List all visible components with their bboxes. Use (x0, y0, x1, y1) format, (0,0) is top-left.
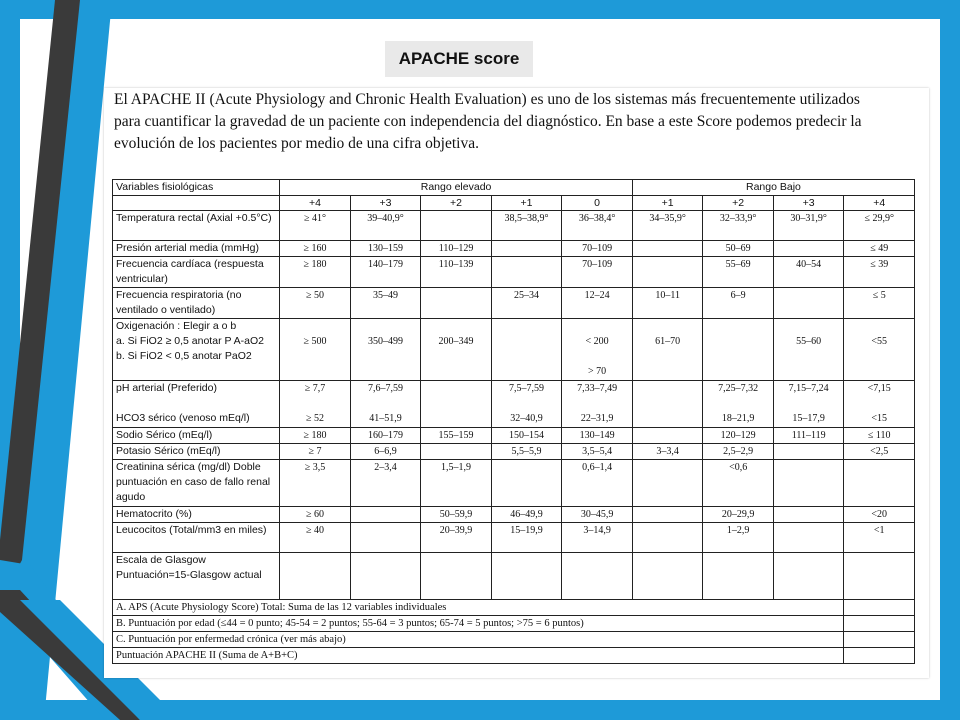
table-cell (773, 288, 844, 319)
table-cell (421, 444, 492, 460)
table-cell: ≥ 60 (280, 507, 351, 523)
table-row (113, 523, 915, 553)
table-cell: 32–33,9° (703, 211, 774, 241)
table-cell: 110–139 (421, 257, 492, 288)
table-body (113, 211, 915, 600)
table-cell: ≥ 7,7 ≥ 52 (280, 381, 351, 428)
row-label: Frecuencia respiratoria (no ventilado o ventilado) (113, 288, 280, 319)
table-cell: 38,5–38,9° (491, 211, 562, 241)
table-cell: ≥ 40 (280, 523, 351, 553)
table-cell: 70–109 (562, 241, 633, 257)
table-cell (491, 257, 562, 288)
table-cell (491, 553, 562, 600)
table-cell: 0,6–1,4 (562, 460, 633, 507)
table-cell (773, 507, 844, 523)
table-cell (421, 381, 492, 428)
table-cell: 7,15–7,24 15–17,9 (773, 381, 844, 428)
table-cell: 46–49,9 (491, 507, 562, 523)
table-header-points (113, 196, 915, 211)
table-cell: ≥ 7 (280, 444, 351, 460)
table-cell: <2,5 (844, 444, 915, 460)
table-cell: 34–35,9° (632, 211, 703, 241)
table-cell: 2–3,4 (350, 460, 421, 507)
header-point: +3 (773, 196, 844, 211)
table-cell: 7,6–7,59 41–51,9 (350, 381, 421, 428)
table-cell: 6–6,9 (350, 444, 421, 460)
header-point: +1 (632, 196, 703, 211)
table-cell: 40–54 (773, 257, 844, 288)
table-row (113, 211, 915, 241)
footer-score-cell (844, 600, 915, 616)
row-label: Sodio Sérico (mEq/l) (113, 428, 280, 444)
table-cell: 1–2,9 (703, 523, 774, 553)
table-cell: 140–179 (350, 257, 421, 288)
table-cell: ≥ 180 (280, 428, 351, 444)
table-cell (562, 553, 633, 600)
table-cell: 7,25–7,32 18–21,9 (703, 381, 774, 428)
table-cell (350, 553, 421, 600)
footer-row (113, 616, 915, 632)
row-label: Hematocrito (%) (113, 507, 280, 523)
table-cell (773, 523, 844, 553)
table-row (113, 257, 915, 288)
table-header-row-1 (113, 180, 915, 196)
table-cell (491, 241, 562, 257)
table-cell: <0,6 (703, 460, 774, 507)
row-label: Frecuencia cardíaca (respuesta ventricular) (113, 257, 280, 288)
table-cell: ≥ 160 (280, 241, 351, 257)
table-cell: 30–31,9° (773, 211, 844, 241)
table-cell (421, 288, 492, 319)
table-cell: 20–39,9 (421, 523, 492, 553)
table-cell: 120–129 (703, 428, 774, 444)
table-cell: ≤ 5 (844, 288, 915, 319)
row-label: Leucocitos (Total/mm3 en miles) (113, 523, 280, 553)
table-row (113, 553, 915, 600)
table-cell: 20–29,9 (703, 507, 774, 523)
footer-text: A. APS (Acute Physiology Score) Total: Suma de las 12 variables individuales (113, 600, 844, 616)
table-row (113, 460, 915, 507)
footer-text: Puntuación APACHE II (Suma de A+B+C) (113, 648, 844, 664)
table-row (113, 319, 915, 381)
table-cell: 6–9 (703, 288, 774, 319)
table-cell (632, 553, 703, 600)
table-cell (773, 460, 844, 507)
apache-table (112, 179, 915, 664)
table-row (113, 288, 915, 319)
table-cell (632, 241, 703, 257)
table-cell (773, 553, 844, 600)
table-cell (703, 319, 774, 381)
footer-score-cell (844, 616, 915, 632)
table-cell: 1,5–1,9 (421, 460, 492, 507)
table-cell (491, 319, 562, 381)
row-label: pH arterial (Preferido) HCO3 sérico (venoso mEq/l) (113, 381, 280, 428)
table-cell (491, 460, 562, 507)
table-cell: ≥ 180 (280, 257, 351, 288)
table-cell: <1 (844, 523, 915, 553)
footer-row (113, 648, 915, 664)
table-cell: 5,5–5,9 (491, 444, 562, 460)
table-cell (632, 523, 703, 553)
table-cell (632, 460, 703, 507)
row-label: Temperatura rectal (Axial +0.5°C) (113, 211, 280, 241)
table-cell: 12–24 (562, 288, 633, 319)
table-cell (421, 553, 492, 600)
header-point: +4 (280, 196, 351, 211)
table-cell: 10–11 (632, 288, 703, 319)
table-row (113, 444, 915, 460)
header-point: +2 (421, 196, 492, 211)
table-cell (632, 507, 703, 523)
table-cell: 3–14,9 (562, 523, 633, 553)
table-cell (773, 241, 844, 257)
footer-text: C. Puntuación por enfermedad crónica (ver más abajo) (113, 632, 844, 648)
table-cell: 70–109 (562, 257, 633, 288)
header-point: +3 (350, 196, 421, 211)
table-cell (632, 257, 703, 288)
header-point: 0 (562, 196, 633, 211)
table-cell: 150–154 (491, 428, 562, 444)
table-cell (280, 553, 351, 600)
header-range-low: Rango Bajo (632, 180, 914, 196)
table-cell: 130–159 (350, 241, 421, 257)
intro-paragraph: El APACHE II (Acute Physiology and Chronic Health Evaluation) es uno de los sistemas más frecuentemente utilizados para cuantificar la gravedad de un paciente con independencia del diagnóstico. En base a este Score podemos predecir la evolución de los pacientes por medio de una cifra objetiva. (114, 91, 862, 152)
table-cell: 200–349 (421, 319, 492, 381)
row-label: Presión arterial media (mmHg) (113, 241, 280, 257)
table-cell: 160–179 (350, 428, 421, 444)
footer-row (113, 632, 915, 648)
header-range-high: Rango elevado (280, 180, 633, 196)
table-cell (703, 553, 774, 600)
table-cell: 35–49 (350, 288, 421, 319)
table-cell: ≥ 500 (280, 319, 351, 381)
table-cell (421, 211, 492, 241)
table-cell: 36–38,4° (562, 211, 633, 241)
table-cell: 39–40,9° (350, 211, 421, 241)
table-cell: 7,33–7,49 22–31,9 (562, 381, 633, 428)
table-cell: ≤ 29,9° (844, 211, 915, 241)
table-cell (350, 523, 421, 553)
table-cell: <7,15 <15 (844, 381, 915, 428)
table-cell: 130–149 (562, 428, 633, 444)
header-point: +1 (491, 196, 562, 211)
table-cell: 111–119 (773, 428, 844, 444)
table-cell (350, 507, 421, 523)
table-cell: 3–3,4 (632, 444, 703, 460)
footer-row (113, 600, 915, 616)
table-cell: ≥ 3,5 (280, 460, 351, 507)
table-cell: 50–59,9 (421, 507, 492, 523)
table-cell: ≤ 110 (844, 428, 915, 444)
table-cell: ≤ 39 (844, 257, 915, 288)
header-variables: Variables fisiológicas (113, 180, 280, 196)
row-label: Creatinina sérica (mg/dl) Doble puntuación en caso de fallo renal agudo (113, 460, 280, 507)
table-cell: 55–69 (703, 257, 774, 288)
table-row (113, 241, 915, 257)
table-cell (844, 553, 915, 600)
table-cell: 155–159 (421, 428, 492, 444)
table-cell: <55 (844, 319, 915, 381)
header-point: +2 (703, 196, 774, 211)
footer-score-cell (844, 632, 915, 648)
table-cell: 61–70 (632, 319, 703, 381)
table-cell (632, 381, 703, 428)
table-cell: 50–69 (703, 241, 774, 257)
table-row (113, 428, 915, 444)
table-cell: 55–60 (773, 319, 844, 381)
footer-score-cell (844, 648, 915, 664)
table-cell: < 200 > 70 (562, 319, 633, 381)
table-cell (773, 444, 844, 460)
header-blank (113, 196, 280, 211)
row-label: Oxigenación : Elegir a o b a. Si FiO2 ≥ 0,5 anotar P A-aO2 b. Si FiO2 < 0,5 anotar PaO2 (113, 319, 280, 381)
table-cell: 3,5–5,4 (562, 444, 633, 460)
row-label: Potasio Sérico (mEq/l) (113, 444, 280, 460)
header-point: +4 (844, 196, 915, 211)
table-cell (632, 428, 703, 444)
table-cell: 30–45,9 (562, 507, 633, 523)
table-footer (113, 600, 915, 664)
table-cell: 15–19,9 (491, 523, 562, 553)
table-row (113, 507, 915, 523)
table-cell: 350–499 (350, 319, 421, 381)
row-label: Escala de Glasgow Puntuación=15-Glasgow actual (113, 553, 280, 600)
table-row (113, 381, 915, 428)
table-cell (844, 460, 915, 507)
table-cell: <20 (844, 507, 915, 523)
table-cell: 25–34 (491, 288, 562, 319)
table-cell: ≤ 49 (844, 241, 915, 257)
table-cell: ≥ 50 (280, 288, 351, 319)
table-cell: 2,5–2,9 (703, 444, 774, 460)
table-cell: 110–129 (421, 241, 492, 257)
slide-title: APACHE score (385, 41, 533, 77)
table-cell: 7,5–7,59 32–40,9 (491, 381, 562, 428)
footer-text: B. Puntuación por edad (≤44 = 0 punto; 45-54 = 2 puntos; 55-64 = 3 puntos; 65-74 = 5 puntos; >75 = 6 puntos) (113, 616, 844, 632)
table-cell: ≥ 41° (280, 211, 351, 241)
